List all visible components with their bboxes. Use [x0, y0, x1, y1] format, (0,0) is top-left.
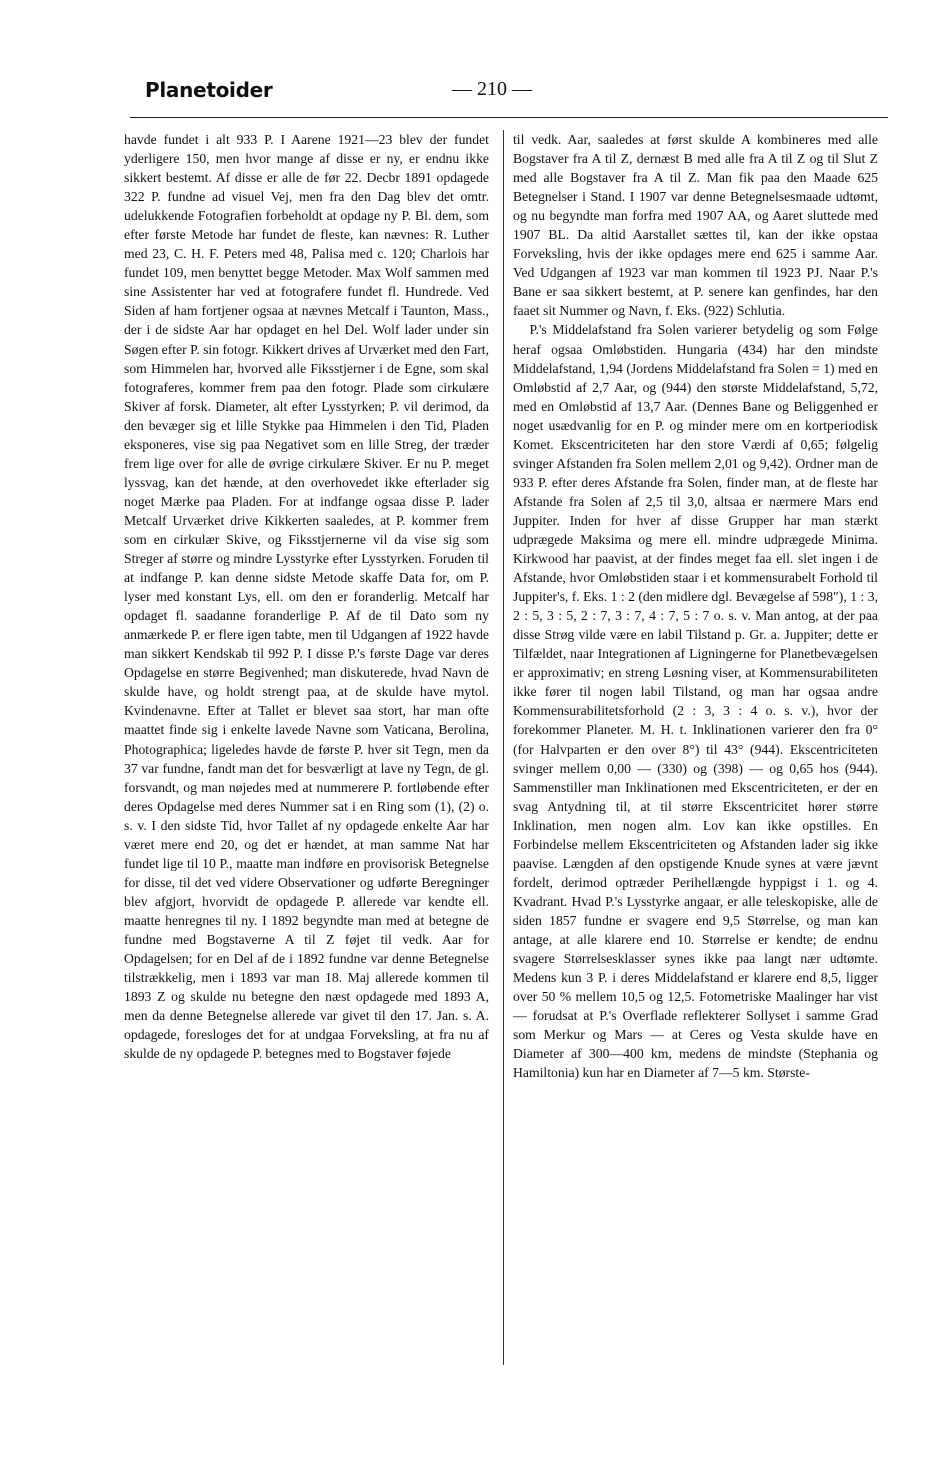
right-paragraph-2: P.'s Middelafstand fra Solen varierer betydelig og som Følge heraf ogsaa Omløbstiden. Hungaria (434) har den mindste Middelafstand, 1,94 (Jordens Middelafstand fra Solen = 1) med en Omløbstid af 2,7 Aar, og (944) den største Middelafstand, 5,72, med en Omløbstid af 13,7 Aar. (Dennes Bane og Beliggenhed er noget usædvanlig for en P. og minder mere om en kortperiodisk Komet. Ekscentriciteten har den store Værdi af 0,65; følgelig svinger Afstanden fra Solen mellem 2,01 og 9,42). Ordner man de 933 P. efter deres Afstande fra Solen, finder man, at de fleste har Afstande fra Solen af 2,5 til 3,0, altsaa er nærmere Mars end Juppiter. Inden for hver af disse Grupper har man stærkt udprægede Maksima og mere ell. mindre udprægede Minima. Kirkwood har paavist, at der findes meget faa ell. slet ingen i de Afstande, hvor Omløbstiden staar i et kommensurabelt Forhold til Juppiter's, f. Eks. 1 : 2 (den midlere dgl. Bevægelse af 598″), 1 : 3, 2 : 5, 3 : 5, 2 : 7, 3 : 7, 4 : 7, 5 : 7 o. s. v. Man antog, at der paa disse Strøg vilde være en labil Tilstand p. Gr. a. Juppiter; dette er Tilfældet, naar Integrationen af Ligningerne for Planetbevægelsen er approximativ; en streng Løsning viser, at Kommensurabiliteten ikke fører til nogen labil Tilstand, og man har ogsaa andre Kommensurabilitetsforhold (2 : 3, 3 : 4 o. s. v.), hvor der forekommer Planeter. M. H. t. Inklinationen varierer den fra 0° (for Halvparten er den over 8°) til 43° (944). Ekscentriciteten svinger mellem 0,00 — (330) og (398) — og 0,65 hos (944). Sammenstiller man Inklinationen med Ekscentriciteten, er der en svag Antydning til, at til større Ekscentricitet hører større Inklination, men nogen alm. Lov kan ikke opstilles. En Forbindelse mellem Ekscentriciteten og Afstanden lader sig ikke paavise. Længden af den opstigende Knude synes at være jævnt fordelt, derimod optræder Perihellængde hyppigst i 1. og 4. Kvadrant. Hvad P.'s Lysstyrke angaar, er alle teleskopiske, alle de siden 1857 fundne er svagere end 9,5 Størrelse, og man kan antage, at alle klarere end 10. Størrelse er kendte; de endnu svagere Størrelsesklasser synes ikke paa langt nær udtømte. Medens kun 3 P. i deres Middelafstand er klarere end 8,5, ligger over 50 % mellem 10,5 og 12,5. Fotometriske Maalinger har vist — forudsat at P.'s Overflade reflekterer Sollyset i samme Grad som Merkur og Mars — at Ceres og Vesta skulde have en Diameter af 300—400 km, medens de mindste (Stephania og Hamiltonia) kun har en Diameter af 7—5 km. Største- [513, 322, 878, 1081]
right-paragraph-1: til vedk. Aar, saaledes at først skulde A kombineres med alle Bogstaver fra A til Z, dernæst B med alle fra A til Z og til Slut Z med alle Bogstaver fra A til Z. Man fik paa den Maade 625 Betegnelser i Stand. I 1907 var denne Betegnelsesmaade udtømt, og nu begyndte man forfra med 1907 AA, og Aaret sluttede med 1907 BL. Da altid Aarstallet sættes til, kan der ikke opstaa Forveksling, hvis der ikke opdages mere end 625 i samme Aar. Ved Udgangen af 1923 var man kommen til 1923 PJ. Naar P.'s Bane er saa sikkert bestemt, at P. senere kan genfindes, har den faaet sit Nummer og Navn, f. Eks. (922) Schlutia. [513, 132, 878, 319]
running-head-title: Planetoider [145, 78, 273, 102]
left-column [124, 130, 489, 1370]
column-divider [503, 130, 504, 1365]
left-paragraph-1: havde fundet i alt 933 P. I Aarene 1921—23 blev der fundet yderligere 150, men hvor mange af disse er ny, er endnu ikke sikkert bestemt. Af disse er alle de før 22. Decbr 1891 opdagede 322 P. fundne ad visuel Vej, men fra den Dag blev det omtr. udelukkende Fotografien forbeholdt at opdage ny P. Bl. dem, som efter første Metode har fundet de fleste, kan nævnes: R. Luther med 23, C. H. F. Peters med 48, Palisa med c. 120; Charlois har fundet 109, men benyttet begge Metoder. Max Wolf sammen med sine Assistenter har ved at fotografere fundet fl. Hundrede. Ved Siden af ham fortjener ogsaa at nævnes Metcalf i Taunton, Mass., der i de sidste Aar har opdaget en hel Del. Wolf lader under sin Søgen efter P. sin fotogr. Kikkert drives af Urværket med den Fart, som Himmelen har, hvorved alle Fiksstjerner i de Egne, som skal fotograferes, kommer frem paa den fotogr. Plade som cirkulære Skiver af forsk. Diameter, alt efter Lysstyrken; P. vil derimod, da den bevæger sig et lille Stykke paa Himmelen i den Tid, Pladen eksponeres, vise sig paa Negativet som en lille Streg, der træder frem lige over for alle de øvrige cirkulære Skiver. Er nu P. meget lyssvag, kan det hænde, at den overhovedet ikke efterlader sig noget Mærke paa Pladen. For at indfange ogsaa disse P. lader Metcalf Urværket drive Kikkerten saaledes, at P. kommer frem som en cirkulær Skive, og Fiksstjernerne vil da vise sig som Streger af større og mindre Lysstyrke efter Lysstyrken. Foruden til at indfange P. kan denne sidste Metode skaffe Data for, om P. lyser med konstant Lys, ell. om den er foranderlig. Metcalf har opdaget fl. saadanne foranderlige P. Af de til Dato som ny anmærkede P. er flere igen tabte, men til Udgangen af 1922 havde man sikkert Kendskab til 992 P. I disse P.'s første Dage var deres Opdagelse en større Begivenhed; man diskuterede, hvad Navn de skulde have, og holdt strengt paa, at de skulde have mytol. Kvindenavne. Efter at Tallet er blevet saa stort, har man ofte maattet finde sig i enkelte lavede Navne som Vaticana, Berolina, Photographica; ligeledes havde de første P. hver sit Tegn, men da 37 var fundne, fandt man det for besværligt at lave ny Tegn, de gl. forsvandt, og man nøjedes med at nummerere P. fortløbende efter deres Opdagelse med deres Nummer sat i en Ring som (1), (2) o. s. v. I den sidste Tid, hvor Tallet af ny opdagede enkelte Aar har været mere end 20, og det er hændet, at man samme Nat har fundet lige til 10 P., maatte man indføre en provisorisk Betegnelse for disse, til det ved videre Observationer og udførte Beregninger blev afgjort, hvorvidt de opdagede P. allerede var kendte ell. maatte henregnes til ny. I 1892 begyndte man med at betegne de fundne med Bogstaverne A til Z føjet til vedk. Aar for Opdagelsen; for en Del af de i 1892 fundne var denne Betegnelse tilstrækkelig, men i 1893 var man 18. Maj allerede kommen til 1893 Z og skulde nu betegne den næst opdagede med 1893 A, men da denne Betegnelse allerede var givet til den 17. Jan. s. A. opdagede, foresloges det for at undgaa Forveksling, at fra nu af skulde de ny opdagede P. betegnes med to Bogstaver føjede [124, 132, 489, 1062]
header-rule [130, 117, 888, 118]
page-number: — 210 — [452, 78, 532, 100]
right-column [513, 130, 878, 1370]
